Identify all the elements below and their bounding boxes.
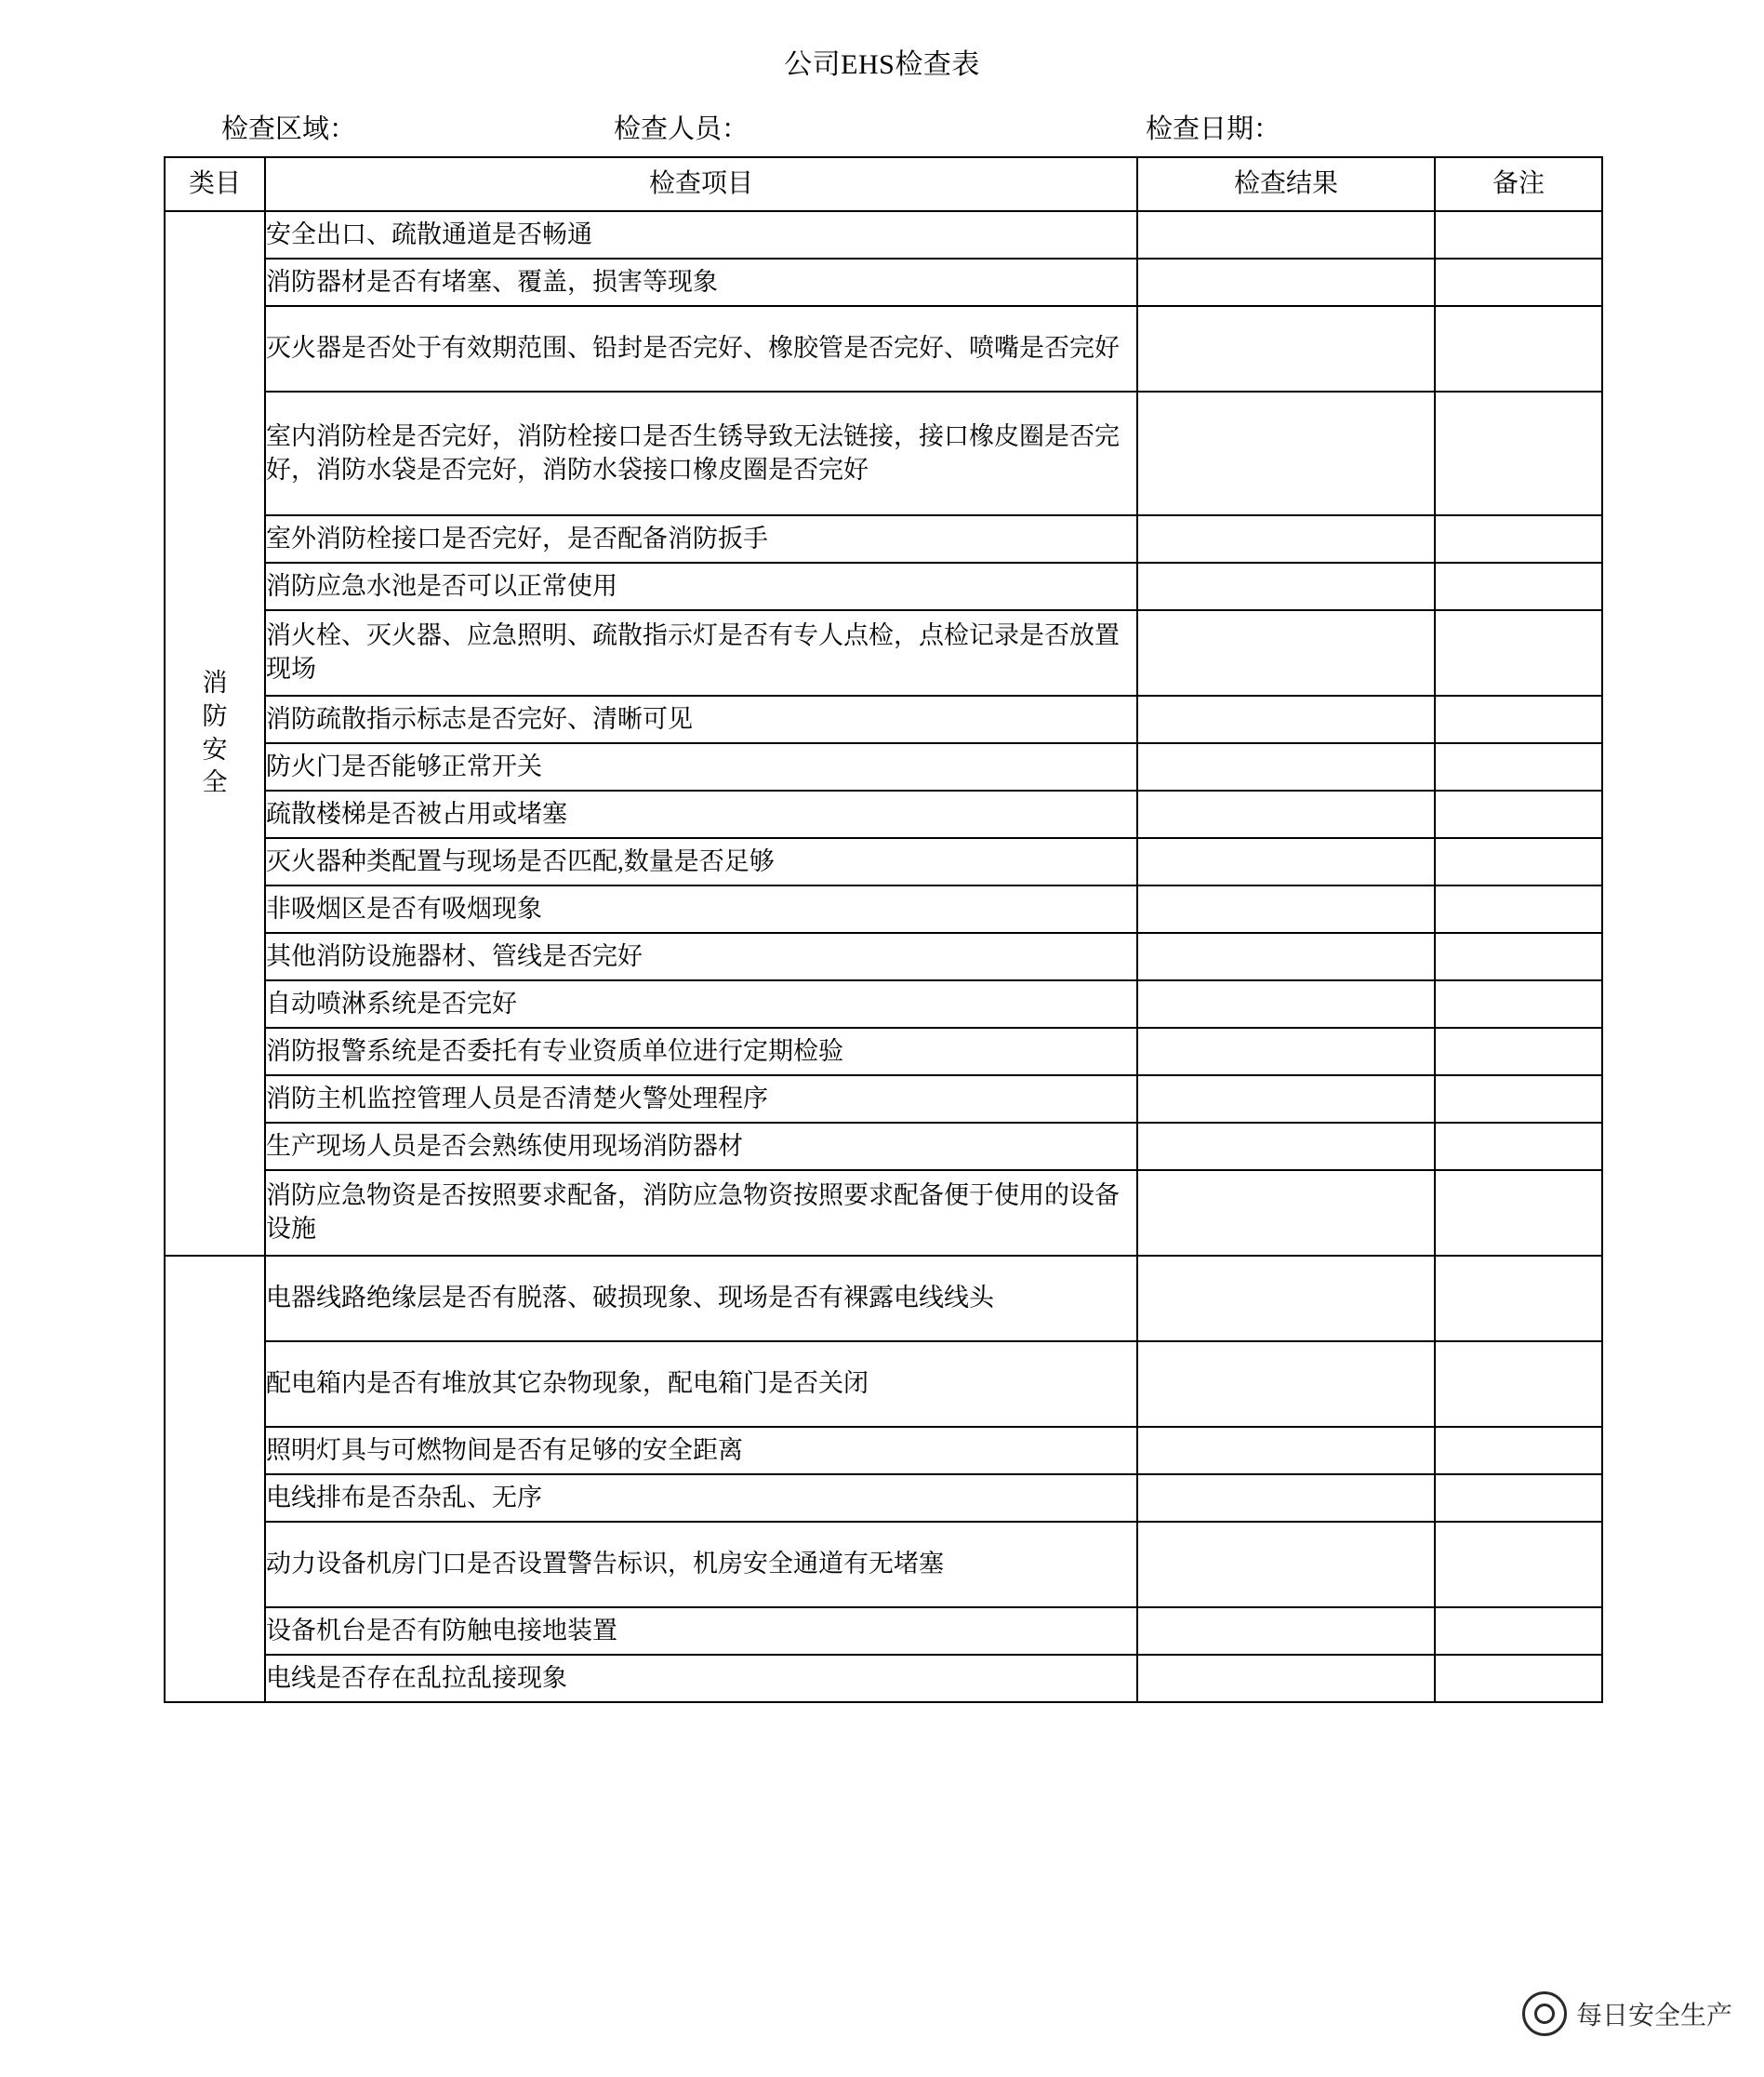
inspection-result-cell[interactable] — [1137, 838, 1435, 885]
remark-cell[interactable] — [1435, 1607, 1602, 1655]
inspection-result-cell[interactable] — [1137, 563, 1435, 610]
table-row — [165, 392, 1602, 515]
table-row — [165, 1341, 1602, 1427]
header-category: 类目 — [165, 157, 265, 211]
inspection-result-cell[interactable] — [1137, 980, 1435, 1028]
table-row — [165, 1522, 1602, 1607]
inspector-label: 检查人员： — [614, 114, 749, 144]
table-row — [165, 1028, 1602, 1075]
inspection-result-cell[interactable] — [1137, 211, 1435, 259]
inspection-item-cell: 疏散楼梯是否被占用或堵塞 — [265, 791, 1137, 838]
inspection-result-cell[interactable] — [1137, 306, 1435, 392]
remark-cell[interactable] — [1435, 791, 1602, 838]
remark-cell[interactable] — [1435, 392, 1602, 515]
remark-cell[interactable] — [1435, 515, 1602, 563]
inspection-item-cell: 配电箱内是否有堆放其它杂物现象，配电箱门是否关闭 — [265, 1341, 1137, 1427]
table-row — [165, 259, 1602, 306]
inspection-result-cell[interactable] — [1137, 743, 1435, 791]
category-cell — [165, 211, 265, 1256]
table-row — [165, 791, 1602, 838]
inspection-result-cell[interactable] — [1137, 515, 1435, 563]
table-row — [165, 563, 1602, 610]
inspection-result-cell[interactable] — [1137, 1123, 1435, 1170]
inspection-result-cell[interactable] — [1137, 1075, 1435, 1123]
table-header-row — [165, 157, 1602, 211]
category-cell — [165, 1256, 265, 1702]
table-row — [165, 743, 1602, 791]
table-row — [165, 1075, 1602, 1123]
table-row — [165, 933, 1602, 980]
inspection-item-cell: 消防应急物资是否按照要求配备，消防应急物资按照要求配备便于使用的设备设施 — [265, 1170, 1137, 1256]
inspection-item-cell: 消防疏散指示标志是否完好、清晰可见 — [265, 696, 1137, 743]
inspection-result-cell[interactable] — [1137, 696, 1435, 743]
table-body — [165, 211, 1602, 1702]
inspection-item-cell: 生产现场人员是否会熟练使用现场消防器材 — [265, 1123, 1137, 1170]
remark-cell[interactable] — [1435, 933, 1602, 980]
remark-cell[interactable] — [1435, 1427, 1602, 1474]
remark-cell[interactable] — [1435, 563, 1602, 610]
remark-cell[interactable] — [1435, 1474, 1602, 1522]
remark-cell[interactable] — [1435, 1522, 1602, 1607]
inspection-result-cell[interactable] — [1137, 933, 1435, 980]
document-page — [0, 41, 1764, 2077]
inspection-item-cell: 消火栓、灭火器、应急照明、疏散指示灯是否有专人点检，点检记录是否放置现场 — [265, 610, 1137, 696]
inspection-item-cell: 消防器材是否有堵塞、覆盖，损害等现象 — [265, 259, 1137, 306]
remark-cell[interactable] — [1435, 259, 1602, 306]
inspection-item-cell: 消防应急水池是否可以正常使用 — [265, 563, 1137, 610]
remark-cell[interactable] — [1435, 1256, 1602, 1341]
inspection-item-cell: 灭火器是否处于有效期范围、铅封是否完好、橡胶管是否完好、喷嘴是否完好 — [265, 306, 1137, 392]
inspection-result-cell[interactable] — [1137, 1474, 1435, 1522]
watermark-label: 每日安全生产 — [1575, 2002, 1732, 2030]
category-label: 消防安全 — [202, 669, 228, 797]
header-inspection-result: 检查结果 — [1137, 157, 1435, 211]
inspection-item-cell: 动力设备机房门口是否设置警告标识，机房安全通道有无堵塞 — [265, 1522, 1137, 1607]
header-remark: 备注 — [1435, 157, 1602, 211]
table-row — [165, 515, 1602, 563]
inspection-result-cell[interactable] — [1137, 1607, 1435, 1655]
remark-cell[interactable] — [1435, 885, 1602, 933]
inspection-result-cell[interactable] — [1137, 885, 1435, 933]
table-row — [165, 610, 1602, 696]
inspection-result-cell[interactable] — [1137, 392, 1435, 515]
remark-cell[interactable] — [1435, 1655, 1602, 1702]
table-row — [165, 1170, 1602, 1256]
table-row — [165, 980, 1602, 1028]
table-row — [165, 838, 1602, 885]
inspection-result-cell[interactable] — [1137, 1028, 1435, 1075]
inspection-result-cell[interactable] — [1137, 1170, 1435, 1256]
inspection-result-cell[interactable] — [1137, 791, 1435, 838]
inspection-item-cell: 消防主机监控管理人员是否清楚火警处理程序 — [265, 1075, 1137, 1123]
header-inspection-item: 检查项目 — [265, 157, 1137, 211]
wechat-account-icon — [1522, 1991, 1567, 2036]
inspection-date-label: 检查日期： — [1146, 114, 1281, 144]
remark-cell[interactable] — [1435, 610, 1602, 696]
inspection-item-cell: 照明灯具与可燃物间是否有足够的安全距离 — [265, 1427, 1137, 1474]
remark-cell[interactable] — [1435, 1028, 1602, 1075]
table-row — [165, 306, 1602, 392]
meta-row — [0, 108, 1764, 151]
remark-cell[interactable] — [1435, 1075, 1602, 1123]
table-row — [165, 211, 1602, 259]
inspection-item-cell: 自动喷淋系统是否完好 — [265, 980, 1137, 1028]
remark-cell[interactable] — [1435, 838, 1602, 885]
inspection-item-cell: 消防报警系统是否委托有专业资质单位进行定期检验 — [265, 1028, 1137, 1075]
inspection-result-cell[interactable] — [1137, 1655, 1435, 1702]
inspection-result-cell[interactable] — [1137, 259, 1435, 306]
page-title: 公司EHS检查表 — [784, 49, 980, 80]
table-row — [165, 1607, 1602, 1655]
remark-cell[interactable] — [1435, 980, 1602, 1028]
ehs-checklist-table — [164, 156, 1603, 1703]
table-row — [165, 885, 1602, 933]
inspection-area-label: 检查区域： — [221, 114, 357, 144]
table-row — [165, 1427, 1602, 1474]
inspection-item-cell: 其他消防设施器材、管线是否完好 — [265, 933, 1137, 980]
inspection-item-cell: 电线是否存在乱拉乱接现象 — [265, 1655, 1137, 1702]
inspection-item-cell: 室外消防栓接口是否完好，是否配备消防扳手 — [265, 515, 1137, 563]
remark-cell[interactable] — [1435, 696, 1602, 743]
table-row — [165, 1123, 1602, 1170]
inspection-result-cell[interactable] — [1137, 1427, 1435, 1474]
remark-cell[interactable] — [1435, 1123, 1602, 1170]
table-row — [165, 1256, 1602, 1341]
inspection-item-cell: 电器线路绝缘层是否有脱落、破损现象、现场是否有裸露电线线头 — [265, 1256, 1137, 1341]
remark-cell[interactable] — [1435, 306, 1602, 392]
remark-cell[interactable] — [1435, 211, 1602, 259]
inspection-result-cell[interactable] — [1137, 1256, 1435, 1341]
table-row — [165, 1655, 1602, 1702]
inspection-item-cell: 电线排布是否杂乱、无序 — [265, 1474, 1137, 1522]
table-row — [165, 696, 1602, 743]
inspection-item-cell: 设备机台是否有防触电接地装置 — [265, 1607, 1137, 1655]
remark-cell[interactable] — [1435, 743, 1602, 791]
inspection-item-cell: 灭火器种类配置与现场是否匹配,数量是否足够 — [265, 838, 1137, 885]
table-row — [165, 1474, 1602, 1522]
inspection-item-cell: 安全出口、疏散通道是否畅通 — [265, 211, 1137, 259]
watermark — [1522, 1991, 1732, 2036]
inspection-item-cell: 非吸烟区是否有吸烟现象 — [265, 885, 1137, 933]
remark-cell[interactable] — [1435, 1170, 1602, 1256]
remark-cell[interactable] — [1435, 1341, 1602, 1427]
inspection-result-cell[interactable] — [1137, 1341, 1435, 1427]
inspection-item-cell: 防火门是否能够正常开关 — [265, 743, 1137, 791]
inspection-item-cell: 室内消防栓是否完好，消防栓接口是否生锈导致无法链接，接口橡皮圈是否完好，消防水袋是否完好，消防水袋接口橡皮圈是否完好 — [265, 392, 1137, 515]
inspection-result-cell[interactable] — [1137, 1522, 1435, 1607]
inspection-result-cell[interactable] — [1137, 610, 1435, 696]
